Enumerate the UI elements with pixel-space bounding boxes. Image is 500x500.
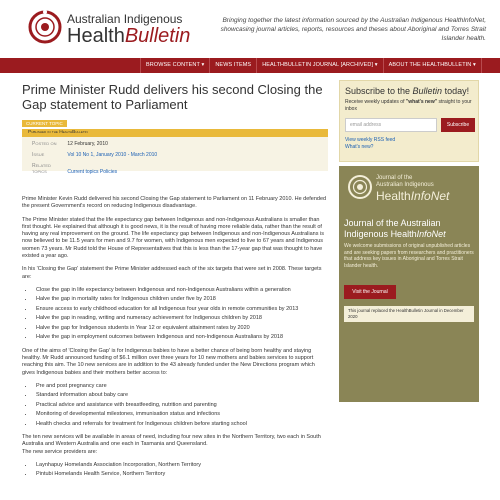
paragraph: In his 'Closing the Gap' statement the Prime Minister addressed each of the six targets that were set in 2008. These targets are: [22,266,322,280]
list-item: • Pintubi Homelands Health Service, Northern Territory [34,471,328,478]
meta-topics-label: Related topics [32,163,51,175]
article-body [22,196,328,485]
paragraph: The Prime Minister stated that the life expectancy gap between Indigenous and non-Indigenous Australians is smaller than first thought. He explained that although it is good news, it is the result of having more reliable data, rather than the result of having any real improvement on the ground. The life expectancy gap between Indigenous and non-Indigenous Australians is now believed to be 11.5 years for men and 9.7 for women, with Indigenous men expected to live to 67 years and Indigenous women 73 years. Mr Rudd told the House of Representatives that this is less than the 17-year gap that was thought to have existed a year ago. [22,216,324,260]
rss-feed-link[interactable]: View weekly RSS feed [345,137,396,143]
publication-meta [22,129,328,175]
list-item: • Halve the gap in reading, writing and numeracy achievement for Indigenous children by 2018 [34,315,328,322]
subscribe-links [345,137,395,151]
journal-logo-name: HealthInfoNet [376,189,450,203]
logo-text-line1: Australian Indigenous [67,12,183,26]
logo-circle-icon [27,9,63,45]
services-list [34,383,328,428]
main-nav [0,58,500,73]
site-header [0,0,500,58]
list-item: • Laynhapuy Homelands Association Incorporation, Northern Territory [34,462,328,469]
subscribe-title: Subscribe to the Bulletin today! [345,86,470,96]
journal-description: We welcome submissions of original unpublished articles and are seeking papers from researchers and practitioners that address key issues in Aboriginal and Torres Strait Islander health. [344,243,474,269]
list-item: • Close the gap in life expectancy between Indigenous and non-Indigenous Australians within a generation [34,287,328,294]
providers-list [34,462,328,479]
journal-note: This journal replaced the HealthBulletin Journal in December 2020 [344,306,474,322]
meta-posted-label: Posted on [32,141,57,147]
site-tagline: Bringing together the latest information sourced by the Australian Indigenous HealthInfoNet, showcasing journal articles, reports, resources and theses about Aboriginal and Torres Strait Islander health. [220,17,486,42]
list-item: • Monitoring of developmental milestones, immunisation status and infections [34,411,328,418]
meta-posted [32,141,108,147]
journal-promo [339,166,479,402]
article [22,82,328,478]
journal-logo[interactable] [347,174,471,216]
email-field[interactable]: email address [345,118,437,132]
list-item: • Health checks and referrals for treatment for Indigenous children before starting school [34,421,328,428]
meta-posted-value: 12 February, 2010 [67,141,108,147]
list-item: • Standard information about baby care [34,392,328,399]
nav-news-items[interactable]: NEWS ITEMS [209,58,256,73]
meta-topics [32,163,117,175]
subscribe-description: Receive weekly updates of "what's new" straight to your inbox [345,99,472,112]
journal-logo-text: Journal of the Australian Indigenous [376,175,434,188]
journal-logo-icon [347,174,373,200]
list-item: • Halve the gap for Indigenous students in Year 12 or equivalent attainment rates by 2020 [34,325,328,332]
site-logo[interactable] [27,9,227,49]
subscribe-button[interactable]: Subscribe [441,118,475,132]
nav-about[interactable]: ABOUT THE HEALTHBULLETIN ▾ [383,58,482,73]
topics-link[interactable]: Current topics Policies [67,169,118,175]
issue-link[interactable]: Vol 10 No 1, January 2010 - March 2010 [67,152,158,158]
meta-issue [32,152,157,158]
paragraph: One of the aims of 'Closing the Gap' is for Indigenous babies to have a better chance of being born healthy and staying healthy. Mr Rudd announced funding of $6.1 million over three years for 10 new mothers and babies services to support reaching this aim. The 10 new services are in addition to the 43 already funded under the New Directions program which gives Indigenous babies and their mothers better access to: [22,347,315,376]
visit-journal-button[interactable]: Visit the Journal [344,285,396,299]
paragraph: The ten new services will be available in areas of need, including four new sites in the Northern Territory, two each in South Australia and Western Australia and one each in Tasmania and Queensland. The new service providers are: [22,434,321,455]
targets-list [34,287,328,342]
list-item: • Practical advice and assistance with breastfeeding, nutrition and parenting [34,402,328,409]
subscribe-box [339,80,479,162]
journal-title: Journal of the Australian Indigenous HealthInfoNet [344,218,446,239]
logo-text-line2: HealthBulletin [67,25,191,47]
meta-heading: Published in the HealthBulletin [28,130,88,135]
whats-new-link[interactable]: What's new? [345,144,374,150]
topic-badge[interactable]: CURRENT TOPIC [22,120,67,127]
page-title: Prime Minister Rudd delivers his second Closing the Gap statement to Parliament [22,82,323,112]
list-item: • Halve the gap in mortality rates for Indigenous children under five by 2018 [34,296,328,303]
nav-browse-content[interactable]: BROWSE CONTENT ▾ [140,58,209,73]
paragraph: Prime Minister Kevin Rudd delivered his second Closing the Gap statement to Parliament on 11 February 2010. He defended the present Government's record on reducing Indigenous disadvantage. [22,196,327,210]
meta-issue-label: Issue [32,152,45,158]
list-item: • Pre and post pregnancy care [34,383,328,390]
subscribe-form [345,118,475,132]
list-item: • Ensure access to early childhood education for all Indigenous four year olds in remote communities by 2013 [34,306,328,313]
list-item: • Halve the gap in employment outcomes between Indigenous and non-Indigenous Australians by 2018 [34,334,328,341]
nav-journal-archived[interactable]: HEALTHBULLETIN JOURNAL [ARCHIVED] ▾ [256,58,382,73]
